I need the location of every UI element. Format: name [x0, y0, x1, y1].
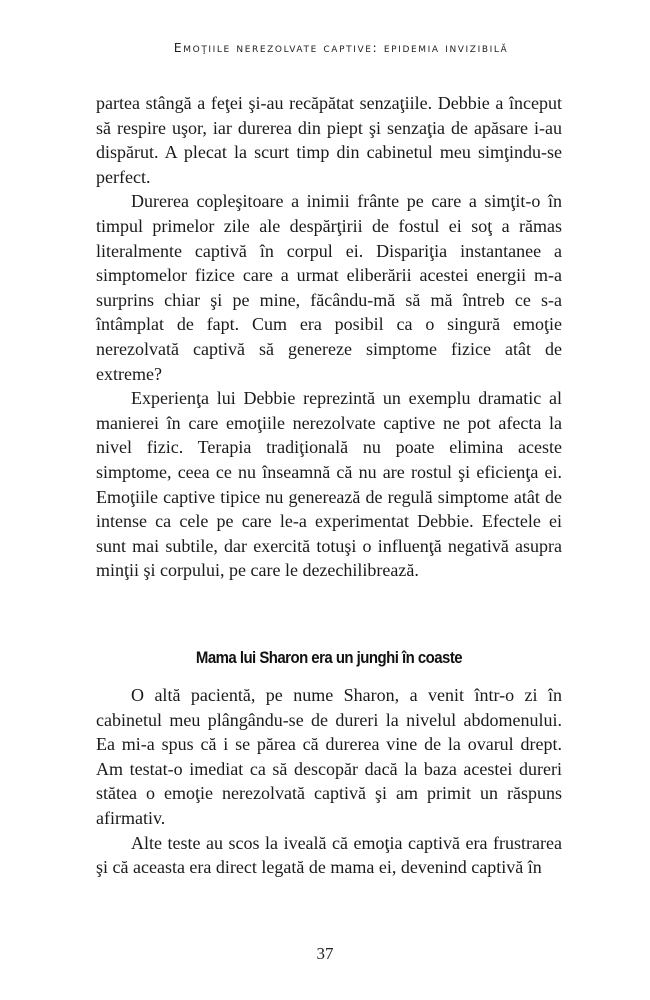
body-text-block — [96, 91, 562, 583]
paragraph: Durerea copleşitoare a inimii frânte pe care a simţit-o în timpul primelor zile ale despărţirii de fostul ei soţ a rămas literalmente captivă în corpul ei. Dispariţia instantanee a simptomelor fizice care a urmat eliberării acestei energii m-a surprins chiar şi pe mine, făcându-mă să mă întreb ce s-a întâmplat de fapt. Cum era posibil ca o singură emoţie nerezolvată captivă să genereze simptome fizice atât de extreme? — [96, 191, 562, 384]
section-body-text — [96, 683, 562, 880]
paragraph: O altă pacientă, pe nume Sharon, a venit într-o zi în cabinetul meu plângându-se de dureri la nivelul abdomenului. Ea mi-a spus că i se părea că durerea vine de la ovarul drept. Am testat-o imediat ca să descopăr dacă la baza acestei dureri stătea o emoţie nerezolvată captivă şi am primit un răspuns afirmativ. — [96, 685, 562, 828]
page-number: 37 — [316, 944, 334, 963]
running-header: Emoţiile nerezolvate captive: epidemia invizibilă — [173, 40, 509, 55]
paragraph: Experienţa lui Debbie reprezintă un exemplu dramatic al manierei în care emoţiile nerezolvate captive ne pot afecta la nivel fizic. Terapia tradiţională nu poate elimina aceste simptome, ceea ce nu înseamnă că nu are rostul şi eficienţa ei. Emoţiile captive tipice nu generează de regulă simptome atât de intense ca cele pe care le-a experimentat Debbie. Efectele ei sunt mai subtile, dar exercită totuşi o influenţă negativă asupra minţii şi corpului, pe care le dezechilibrează. — [96, 388, 562, 581]
paragraph-continuation: partea stângă a feţei şi-au recăpătat senzaţiile. Debbie a început să respire uşor, iar durerea din piept şi senzaţia de apăsare i-au dispărut. A plecat la scurt timp din cabinetul meu simţindu-se perfect. — [96, 93, 562, 187]
paragraph: Alte teste au scos la iveală că emoţia captivă era frustrarea şi că aceasta era direct legată de mama ei, devenind captivă în — [96, 832, 562, 878]
section-heading: Mama lui Sharon era un junghi în coaste — [195, 648, 463, 667]
